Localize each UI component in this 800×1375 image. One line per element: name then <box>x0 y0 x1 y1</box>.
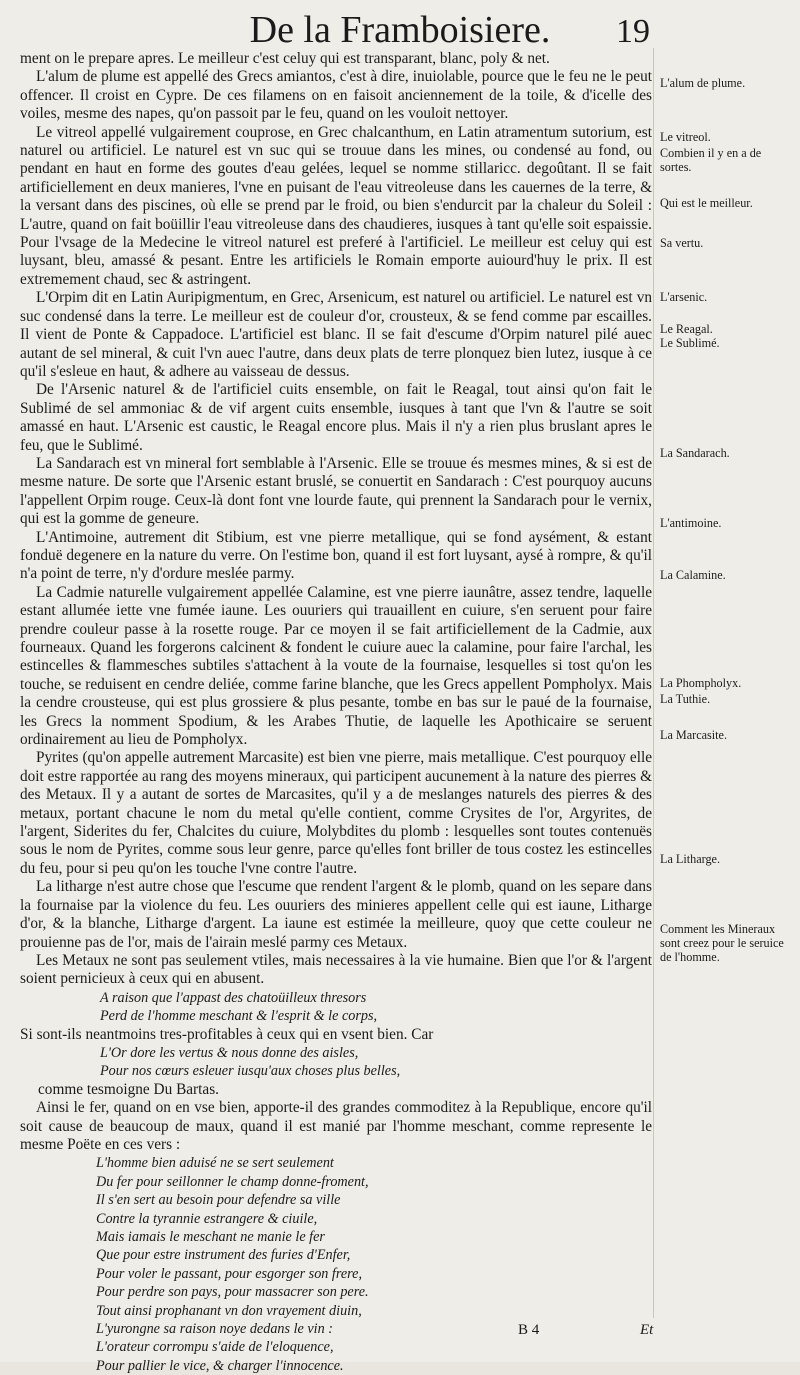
verse-line: Mais iamais le meschant ne manie le fer <box>96 1229 325 1245</box>
page-number: 19 <box>616 13 650 50</box>
margin-note: Le Reagal. <box>660 322 713 336</box>
paragraph: La Sandarach est vn mineral fort semblable à l'Arsenic. Elle se trouue és mesmes mines, & si est de mesme nature. De sorte que l'Arsenic estant bruslé, se conuertit en Sandarach : C'est pourquoy aucuns l'appellent Orpim rouge. Ceux-là dont font vne lourde faute, qui prennent la Sandarach pour le vernix, qui est la gomme de geneure. <box>20 454 652 528</box>
margin-note: Le vitreol. <box>660 130 711 144</box>
verse-line: Contre la tyrannie estrangere & ciuile, <box>96 1210 318 1227</box>
paragraph: L'alum de plume est appellé des Grecs amiantos, c'est à dire, inuiolable, pource que le feu ne le peut offencer. Il croist en Cypre. De ces filamens on en faisoit anciennement de la toile, & d'icelle des voiles, mesme des napes, qu'on passoit par le feu, quand on les vouloit nettoyer. <box>20 68 652 123</box>
verse-block <box>20 1044 652 1081</box>
margin-note: Qui est le meilleur. <box>660 196 753 210</box>
paragraph: Le vitreol appellé vulgairement couprose, en Grec chalcanthum, en Latin atramentum sutorium, est naturel ou artificiel. Le naturel est vn suc qui se trouue dans les mines, ou condensé au fond, ou pendant en haut en forme des goutes d'eau gelées, lequel se nomme stillaricc. degoûtant. Il se fait artificiellement en deux manieres, l'vne en puisant de l'eau vitreoleuse dans les cauernes de la terre, & la versant dans des piscines, où elle se prend par le froid, ou bien s'endurcit par la chaleur du Soleil : L'autre, quand on fait boüillir l'eau vitreoleuse dans des chaudieres, iusques à tant qu'elle soit espaissie. Pour l'vsage de la Medecine le vitreol naturel est preferé à l'artificiel. Le meilleur est celuy qui est luysant, bleu, amassé & pesant. Entre les artificiels le Romain emporte auiourd'huy le prix. Il est extremement chaud, sec & astringent. <box>20 123 652 288</box>
main-text-column <box>20 50 652 1375</box>
verse-line: L'Or dore les vertus & nous donne des aisles, <box>100 1044 359 1061</box>
verse-line: Que pour estre instrument des furies d'Enfer, <box>96 1247 351 1264</box>
paragraph: Ainsi le fer, quand on en vse bien, apporte-il des grandes commoditez à la Republique, encore qu'il soit cause de beaucoup de maux, quand il est manié par l'homme meschant, comme represente le mesme Poëte en ces vers : <box>20 1099 652 1153</box>
paragraph: Pyrites (qu'on appelle autrement Marcasite) est bien vne pierre, mais metallique. C'est pourquoy elle doit estre rapportée au rang des moyens mineraux, qui participent aucunement à la nature des pierres & des Metaux. Il y a autant de sortes de Marcasites, qu'il y a de meslanges naturels des pierres & des metaux, portant chacune le nom du metal qu'elle contient, comme Crysites de l'or, Argyrites, de l'argent, Siderites du fer, Chalcites du cuiure, Molybdites du plomb : lesquelles sont toutes contenuës sous le nom de Pyrites, comme sous leur genre, parce qu'elles font briller de tous costez les estincelles du feu, pour si peu qu'on les touche l'vne contre l'autre. <box>20 749 652 877</box>
verse-line: Tout ainsi prophanant vn don vrayement diuin, <box>96 1302 362 1319</box>
margin-note: Le Sublimé. <box>660 336 720 350</box>
margin-note: La Litharge. <box>660 852 721 866</box>
verse-line: L'homme bien aduisé ne se sert seulement <box>96 1155 334 1172</box>
margin-note: La Marcasite. <box>660 728 727 742</box>
margin-note: La Sandarach. <box>660 446 730 460</box>
verse-line: Il s'en sert au besoin pour defendre sa ville <box>96 1192 341 1209</box>
margin-note: Sa vertu. <box>660 236 704 250</box>
paragraph: La Cadmie naturelle vulgairement appellée Calamine, est vne pierre iaunâtre, assez tendre, laquelle estant allumée iette vne fumée iaune. Les ouuriers qui trauaillent en cuiure, s'en seruent pour faire prendre couleur passe à la rosette rouge. Par ce moyen il se fait artificiellement de la Cadmie, aux fourneaux. Quand les forgerons calcinent & fondent le cuiure auec la calamine, pour faire l'archal, les estincelles & flammesches subtiles s'attachent à la voute de la fournaise, lesquelles si tost qu'on les touche, se reduisent en cendre deliée, comme farine blanche, que les Grecs appellent Pompholyx. Mais la cendre crousteuse, qui est plus grossiere & plus pesante, tombe en bas sur le paué de la fournaise, les Grecs la nomment Spodium, & les Arabes Thutie, de laquelle les Apothicaire se seruent ordinairement au lieu de Pompholyx. <box>20 583 652 749</box>
text-line: Si sont-ils neantmoins tres-profitables à ceux qui en vsent bien. Car <box>20 1025 434 1043</box>
verse-line: L'orateur corrompu s'aide de l'eloquence, <box>96 1339 334 1356</box>
verse-block <box>20 989 652 1026</box>
column-divider <box>653 48 654 1318</box>
margin-note: La Calamine. <box>660 568 726 582</box>
margin-note: Comment les Mineraux sont creez pour le seruice de l'homme. <box>660 922 784 964</box>
verse-line: Du fer pour seillonner le champ donne-froment, <box>96 1173 369 1190</box>
margin-note: L'alum de plume. <box>660 76 746 90</box>
paragraph: De l'Arsenic naturel & de l'artificiel cuits ensemble, on fait le Reagal, tout ainsi qu'on fait le Sublimé de sel ammoniac & de vif argent cuits ensemble, iusques à tant que l'vn & l'autre se soit amassé en haut. L'Arsenic est caustic, le Reagal encore plus. Mais il n'y a rien plus bruslant apres le feu, que le Sublimé. <box>20 381 652 454</box>
running-title: De la Framboisiere. <box>249 9 551 51</box>
paragraph: Les Metaux ne sont pas seulement vtiles, mais necessaires à la vie humaine. Bien que l'or & l'argent soient pernicieux à ceux qui en abusent. <box>20 951 652 988</box>
verse-line: Pour voler le passant, pour esgorger son frere, <box>96 1265 362 1282</box>
paragraph: La litharge n'est autre chose que l'escume que rendent l'argent & le plomb, quand on les separe dans la fournaise par la violence du feu. Les ouuriers des minieres appellent celle qui est iaune, Litharge d'or, & la blanche, Litharge d'argent. La iaune est estimée la meilleure, quoy que cette couleur ne prouienne pas de l'or, mais de l'airain meslé parmy ces Metaux. <box>20 878 652 951</box>
catchword: Et <box>640 1322 654 1338</box>
text-line: comme tesmoigne Du Bartas. <box>38 1080 219 1098</box>
verse-line: Pour perdre son pays, pour massacrer son pere. <box>96 1284 369 1301</box>
verse-line: Pour pallier le vice, & charger l'innocence. <box>96 1357 344 1374</box>
verse-line: Pour nos cœurs esleuer iusqu'aux choses plus belles, <box>100 1063 401 1080</box>
margin-note: Combien il y en a de sortes. <box>660 146 762 174</box>
margin-note: La Phompholyx. <box>660 676 742 690</box>
margin-note: La Tuthie. <box>660 692 711 706</box>
margin-note: L'arsenic. <box>660 290 708 304</box>
margin-note: L'antimoine. <box>660 516 722 530</box>
paragraph: L'Orpim dit en Latin Auripigmentum, en Grec, Arsenicum, est naturel ou artificiel. Le naturel est vn suc condensé dans la terre. Le meilleur est de couleur d'or, crousteux, & se fend comme par escailles. Il vient de Ponte & Cappadoce. L'artificiel est blanc. Il se fait d'escume d'Orpim naturel pilé auec autant de sel mineral, & cuit l'vn auec l'autre, dans deux plats de terre plonquez bien lutez, iusque à ce qu'il s'esleue en haut, & adhere au vaisseau de dessus. <box>20 289 652 380</box>
paragraph: L'Antimoine, autrement dit Stibium, est vne pierre metallique, qui se fond aysément, & estant fonduë degenere en la nature du verre. On l'estime bon, quand il est fort luysant, aysé à rompre, & qu'il n'a point de terre, n'y d'ordure meslée parmy. <box>20 528 652 583</box>
signature-mark: B 4 <box>518 1322 540 1338</box>
paragraph: ment on le prepare apres. Le meilleur c'est celuy qui est transparant, blanc, poly & net. <box>20 50 550 67</box>
verse-block <box>20 1154 652 1375</box>
verse-line: A raison que l'appast des chatoüilleux thresors <box>100 989 367 1006</box>
verse-line: Perd de l'homme meschant & l'esprit & le corps, <box>100 1008 378 1025</box>
verse-line: L'yurongne sa raison noye dedans le vin : <box>96 1321 333 1338</box>
